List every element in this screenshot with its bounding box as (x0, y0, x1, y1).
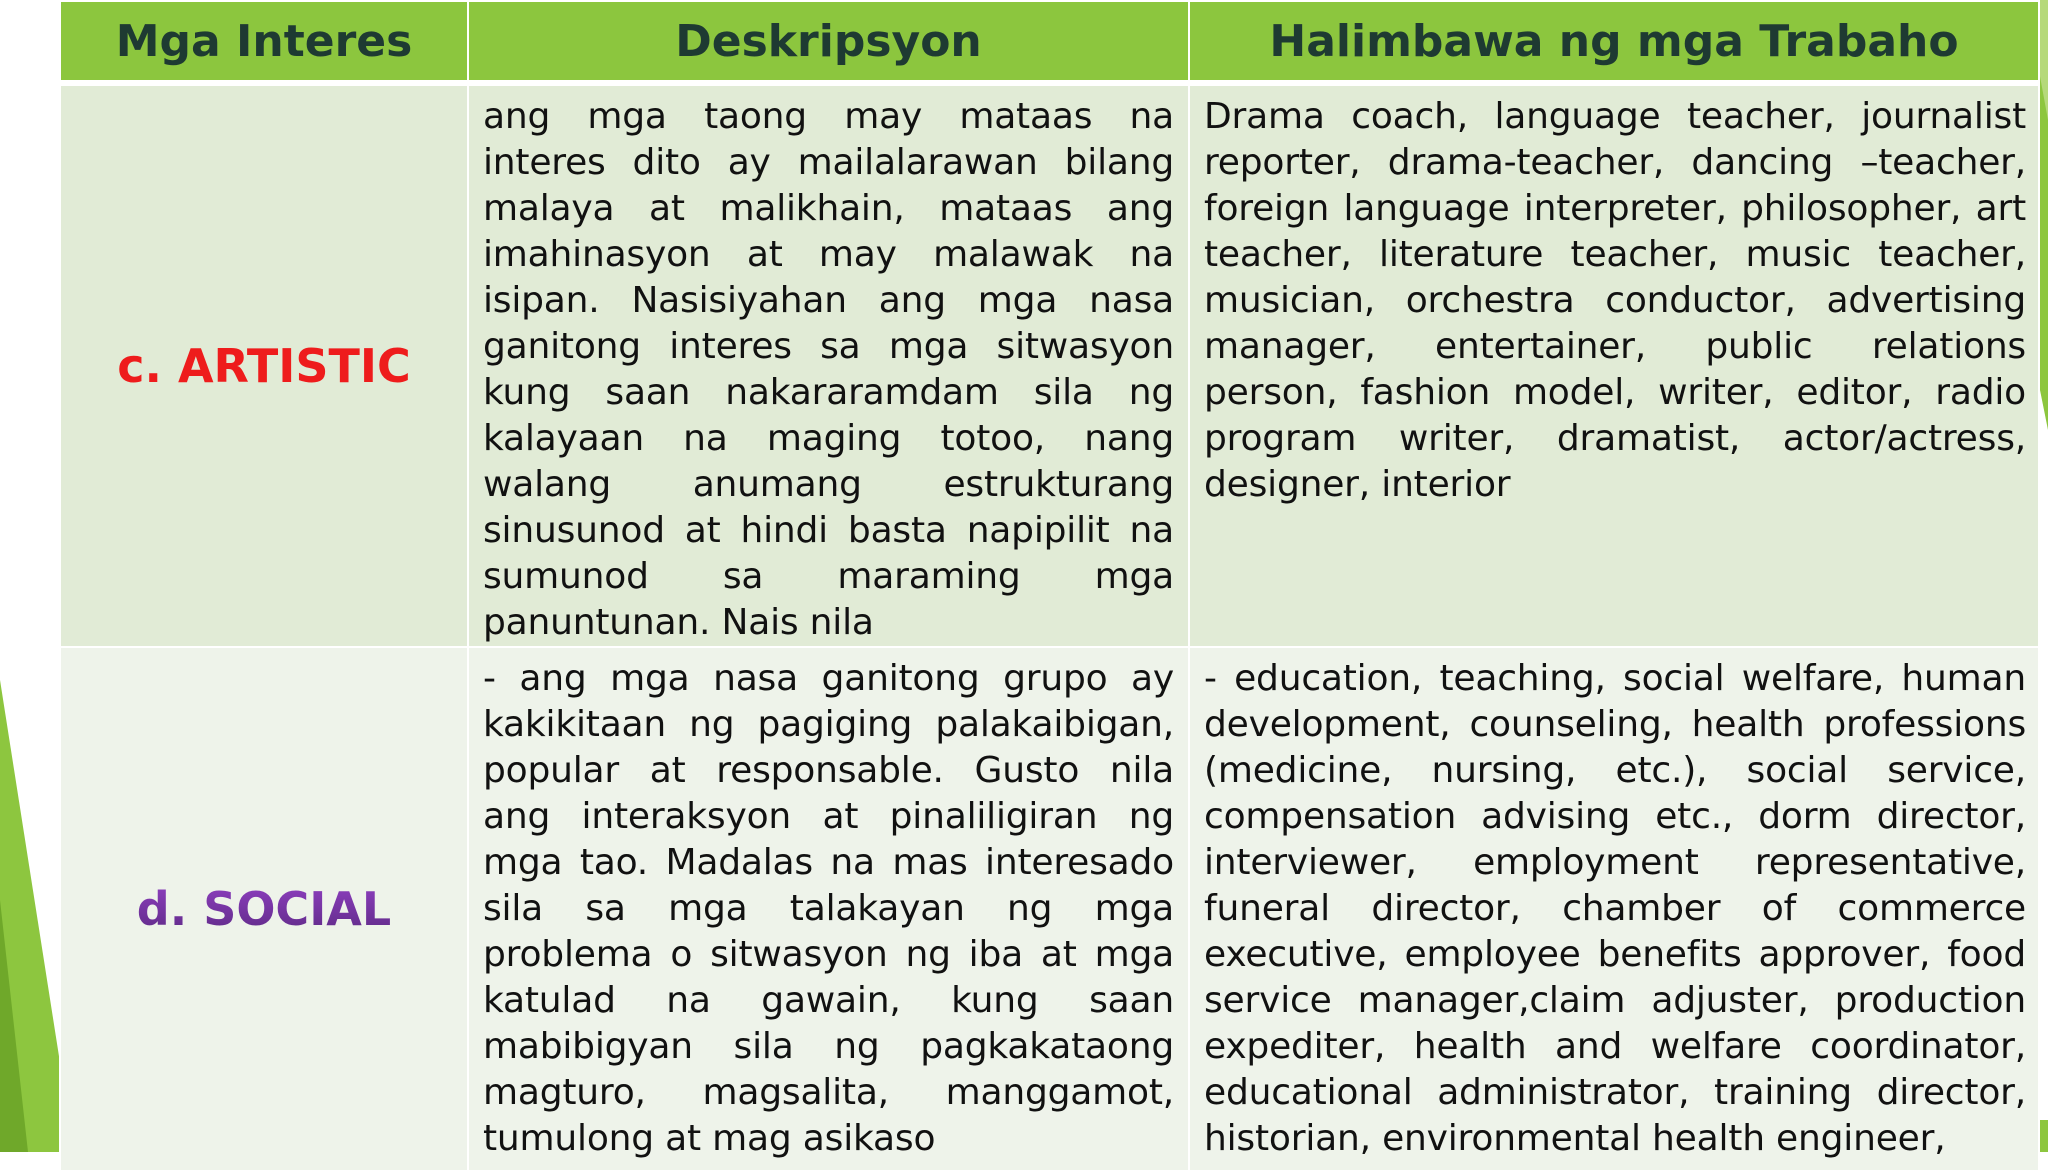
header-description: Deskripsyon (468, 1, 1189, 83)
description-cell-artistic (468, 83, 1189, 647)
interest-label-artistic: c. ARTISTIC (117, 339, 411, 393)
header-row (60, 1, 2039, 83)
table-row-social (60, 647, 2039, 1171)
header-interest: Mga Interes (60, 1, 468, 83)
jobs-text-social: - education, teaching, social welfare, human development, counseling, health professions (medicine, nursing, etc.), social service, compensation advising etc., dorm director, interviewer, employment representative, funeral director, chamber of commerce executive, employee benefits approver, food service manager,claim adjuster, production expediter, health and welfare coordinator, educational administrator, training director, historian, environmental health engineer, (1204, 658, 2026, 1159)
description-text-artistic: ang mga taong may mataas na interes dito ay mailalarawan bilang malaya at malikhain, mataas ang imahinasyon at may malawak na isipan. Nasisiyahan ang mga nasa ganitong interes sa mga sitwasyon kung saan nakararamdam sila ng kalayaan na maging totoo, nang walang anumang estrukturang sinusunod at hindi basta napipilit na sumunod sa maraming mga panuntunan. Nais nila (483, 96, 1174, 643)
interest-cell-social (60, 647, 468, 1171)
interest-label-social: d. SOCIAL (136, 882, 392, 936)
jobs-text-artistic: Drama coach, language teacher, journalist reporter, drama-teacher, dancing –teacher, foreign language interpreter, philosopher, art teacher, literature teacher, music teacher, musician, orchestra conductor, advertising manager, entertainer, public relations person, fashion model, writer, editor, radio program writer, dramatist, actor/actress, designer, interior (1204, 96, 2026, 505)
jobs-cell-artistic (1189, 83, 2039, 647)
interest-cell-artistic (60, 83, 468, 647)
header-job-examples: Halimbawa ng mga Trabaho (1189, 1, 2039, 83)
jobs-cell-social (1189, 647, 2039, 1171)
interests-table (59, 0, 2040, 1172)
table-row-artistic (60, 83, 2039, 647)
description-cell-social (468, 647, 1189, 1171)
description-text-social: - ang mga nasa ganitong grupo ay kakikitaan ng pagiging palakaibigan, popular at responsable. Gusto nila ang interaksyon at pinaliligiran ng mga tao. Madalas na mas interesado sila sa mga talakayan ng mga problema o sitwasyon ng iba at mga katulad na gawain, kung saan mabibigyan sila ng pagkakataong magturo, magsalita, manggamot, tumulong at mag asikaso (483, 658, 1174, 1159)
